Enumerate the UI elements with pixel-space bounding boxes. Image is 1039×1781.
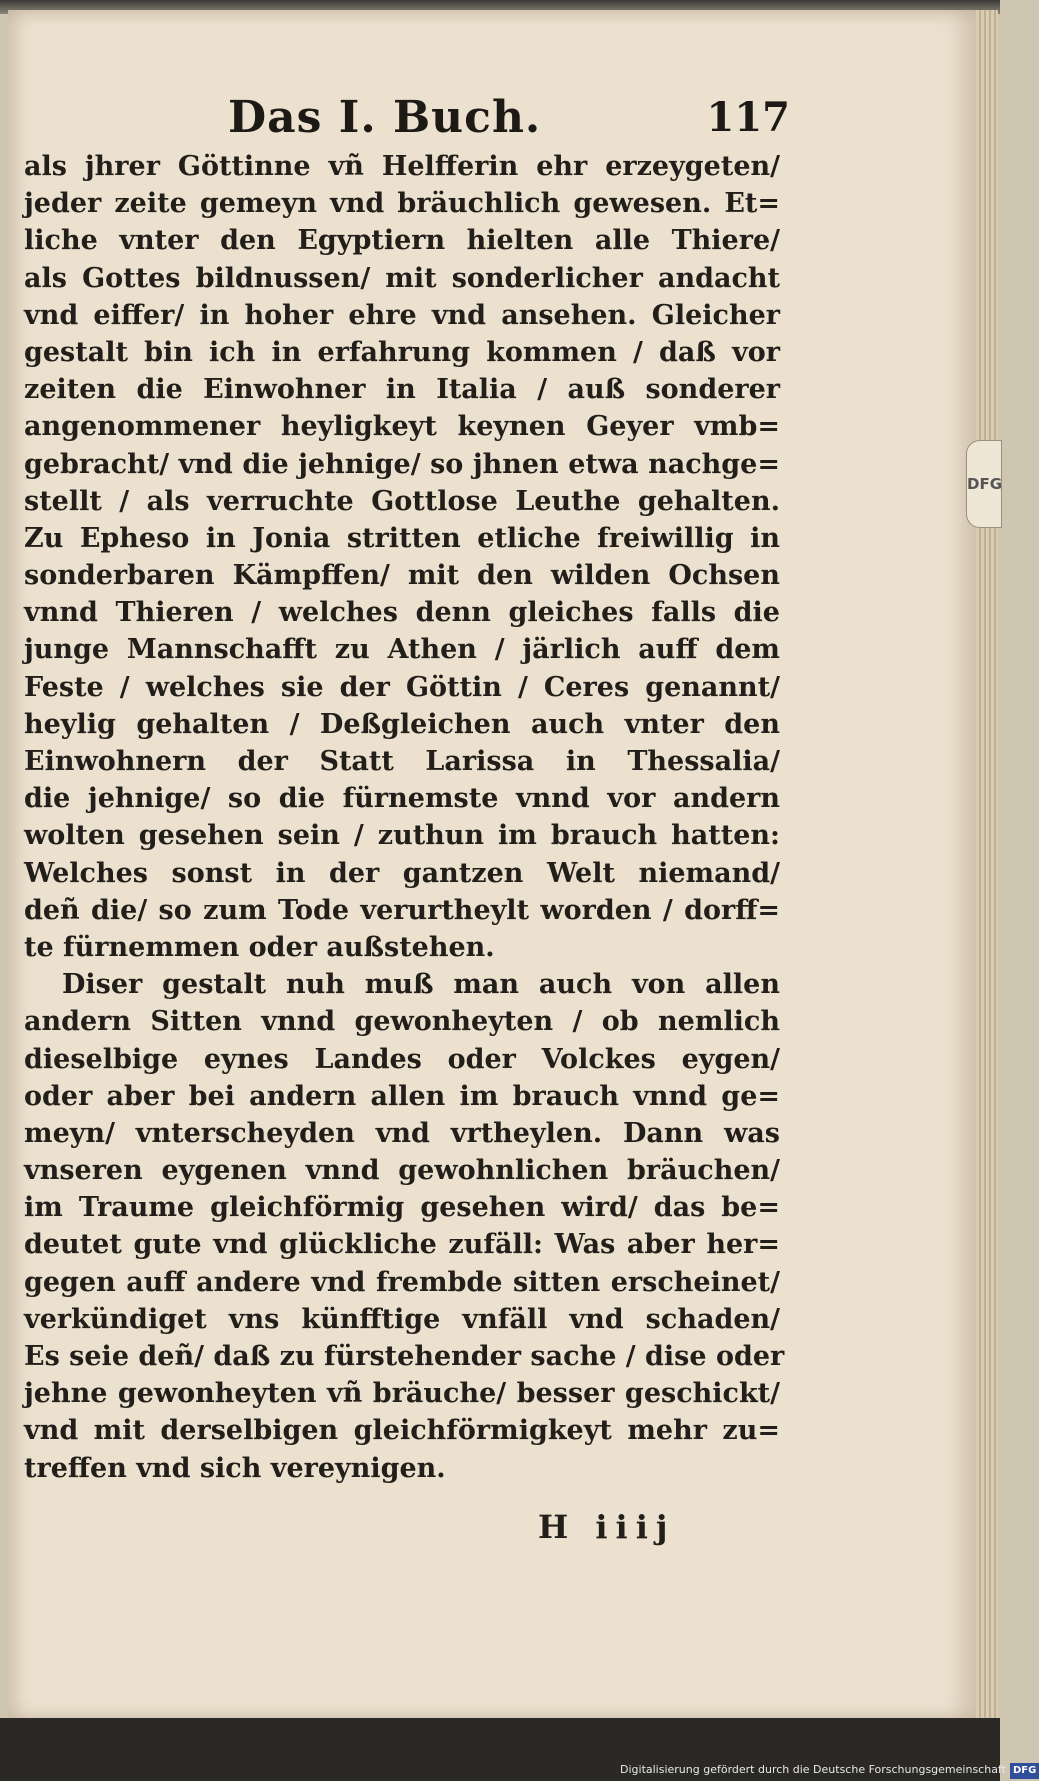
text-line: jehne gewonheyten vñ bräuche/ besser geschickt/ xyxy=(24,1378,780,1410)
text-line: verkündiget vns künfftige vnfäll vnd schaden/ xyxy=(24,1303,780,1335)
text-line: die jehnige/ so die fürnemste vnnd vor andern xyxy=(24,783,780,815)
funding-credit-text: Digitalisierung gefördert durch die Deutsche Forschungsgemeinschaft xyxy=(620,1763,1006,1776)
text-line: Zu Epheso in Jonia stritten etliche freiwillig in xyxy=(24,522,780,554)
text-line: vnd mit derselbigen gleichförmigkeyt mehr zu= xyxy=(24,1415,780,1447)
text-line: oder aber bei andern allen im brauch vnnd ge= xyxy=(24,1080,780,1112)
text-line: te fürnemmen oder außstehen. xyxy=(24,931,495,963)
text-line: gebracht/ vnd die jehnige/ so jhnen etwa nachge= xyxy=(24,448,780,480)
dfg-logo: DFG xyxy=(1010,1763,1039,1779)
text-line: gestalt bin ich in erfahrung kommen / daß vor xyxy=(24,336,780,368)
text-line: meyn/ vnterscheyden vnd vrtheylen. Dann was xyxy=(24,1117,780,1149)
body-text xyxy=(24,148,785,1487)
text-line: jeder zeite gemeyn vnd bräuchlich gewesen. Et= xyxy=(24,188,780,220)
funding-credit xyxy=(620,1762,1037,1778)
text-line: sonderbaren Kämpffen/ mit den wilden Ochsen xyxy=(24,560,780,592)
text-line: treffen vnd sich vereynigen. xyxy=(24,1452,446,1484)
text-line: vnseren eygenen vnnd gewohnlichen bräuchen/ xyxy=(24,1155,780,1187)
text-line: dieselbige eynes Landes oder Volckes eygen/ xyxy=(24,1043,780,1075)
text-line: vnnd Thieren / welches denn gleiches falls die xyxy=(24,597,780,629)
signature-mark: H iiij xyxy=(538,1508,676,1546)
text-line: Feste / welches sie der Göttin / Ceres genannt/ xyxy=(24,671,780,703)
text-line: deutet gute vnd glückliche zufäll: Was aber her= xyxy=(24,1229,780,1261)
text-line: junge Mannschafft zu Athen / järlich auff dem xyxy=(24,634,780,666)
text-line: gegen auff andere vnd frembde sitten erscheinet/ xyxy=(24,1266,780,1298)
text-line: vnd eiffer/ in hoher ehre vnd ansehen. Gleicher xyxy=(24,299,780,331)
page-number: 117 xyxy=(706,94,790,141)
text-line: Einwohnern der Statt Larissa in Thessalia/ xyxy=(24,746,780,777)
text-line: Es seie deñ/ daß zu fürstehender sache / dise oder xyxy=(24,1341,785,1372)
text-line: angenommener heyligkeyt keynen Geyer vmb= xyxy=(24,411,780,443)
thumb-tab: DFG xyxy=(966,440,1002,528)
text-line: andern Sitten vnnd gewonheyten / ob nemlich xyxy=(24,1006,780,1038)
text-line: im Traume gleichförmig gesehen wird/ das be= xyxy=(24,1192,780,1224)
running-header xyxy=(228,92,788,152)
text-line: liche vnter den Egyptiern hielten alle Thiere/ xyxy=(24,225,780,257)
text-line: als Gottes bildnussen/ mit sonderlicher andacht xyxy=(24,262,780,294)
text-line: stellt / als verruchte Gottlose Leuthe gehalten. xyxy=(24,485,780,517)
text-line: wolten gesehen sein / zuthun im brauch hatten: xyxy=(24,820,780,852)
text-line: Welches sonst in der gantzen Welt niemand/ xyxy=(24,857,780,889)
running-title: Das I. Buch. xyxy=(228,92,542,143)
page-edge xyxy=(976,10,998,1722)
text-line: als jhrer Göttinne vñ Helfferin ehr erzeygeten/ xyxy=(24,151,780,182)
text-line: heylig gehalten / Deßgleichen auch vnter den xyxy=(24,708,780,740)
text-line: deñ die/ so zum Tode verurtheylt worden / dorff= xyxy=(24,894,780,926)
text-line: zeiten die Einwohner in Italia / auß sonderer xyxy=(24,374,780,406)
text-line: Diser gestalt nuh muß man auch von allen xyxy=(62,969,780,1001)
